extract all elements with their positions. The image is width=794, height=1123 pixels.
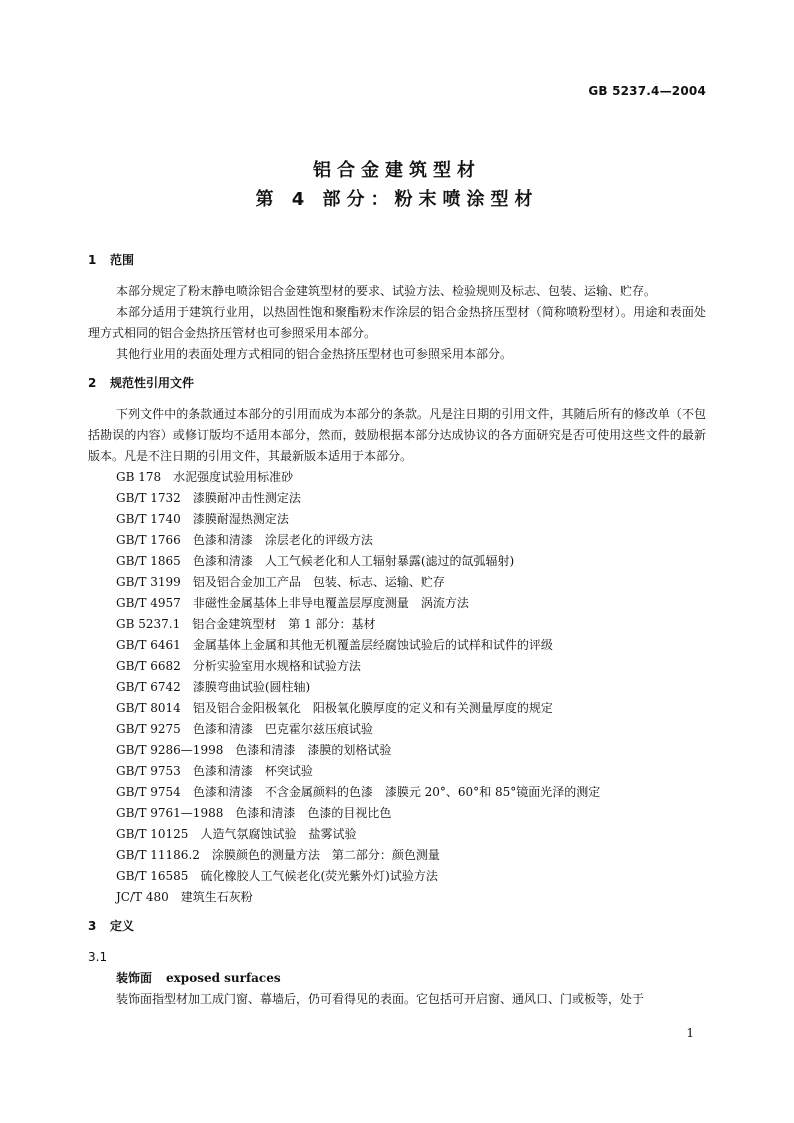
ref-code: GB/T 1865 bbox=[116, 554, 181, 568]
ref-title: 漆膜耐湿热测定法 bbox=[192, 512, 289, 526]
reference-item bbox=[88, 656, 706, 677]
ref-title: 色漆和清漆 巴克霍尔兹压痕试验 bbox=[192, 722, 373, 736]
term-chinese: 装饰面 bbox=[116, 971, 153, 985]
section-number: 2 bbox=[88, 376, 97, 390]
document-title: 铝合金建筑型材 bbox=[313, 160, 481, 181]
paragraph: 本部分适用于建筑行业用，以热固性饱和聚酯粉末作涂层的铝合金热挤压型材（简称喷粉型材）。用途和表面处理方式相同的铝合金热挤压管材也可参照采用本部分。 bbox=[88, 305, 706, 340]
reference-item bbox=[88, 677, 706, 698]
reference-item bbox=[88, 530, 706, 551]
ref-code: GB/T 9754 bbox=[116, 785, 181, 799]
ref-title: 色漆和清漆 人工气候老化和人工辐射暴露(滤过的氙弧辐射) bbox=[192, 554, 515, 568]
ref-code: GB 5237.1 bbox=[116, 617, 181, 631]
ref-title: 色漆和清漆 漆膜的划格试验 bbox=[235, 743, 392, 757]
reference-item bbox=[88, 614, 706, 635]
reference-item bbox=[88, 698, 706, 719]
ref-title: 漆膜耐冲击性测定法 bbox=[192, 491, 301, 505]
section-2-heading bbox=[88, 373, 706, 394]
ref-title: 水泥强度试验用标准砂 bbox=[173, 470, 294, 484]
ref-code: GB/T 6461 bbox=[116, 638, 181, 652]
ref-code: GB/T 8014 bbox=[116, 701, 181, 715]
reference-item bbox=[88, 866, 706, 887]
ref-code: GB/T 3199 bbox=[116, 575, 181, 589]
ref-title: 金属基体上金属和其他无机覆盖层经腐蚀试验后的试样和试件的评级 bbox=[192, 638, 553, 652]
section-title: 规范性引用文件 bbox=[110, 376, 195, 390]
ref-code: JC/T 480 bbox=[116, 890, 169, 904]
term-english: exposed surfaces bbox=[166, 971, 281, 985]
section-3-heading bbox=[88, 916, 706, 937]
term-entry bbox=[88, 968, 706, 989]
ref-title: 铝合金建筑型材 第 1 部分：基材 bbox=[192, 617, 376, 631]
reference-item bbox=[88, 572, 706, 593]
ref-code: GB/T 9286—1998 bbox=[116, 743, 224, 757]
reference-item bbox=[88, 467, 706, 488]
ref-title: 分析实验室用水规格和试验方法 bbox=[192, 659, 361, 673]
reference-item bbox=[88, 803, 706, 824]
ref-title: 涂膜颜色的测量方法 第二部分：颜色测量 bbox=[211, 848, 440, 862]
reference-item bbox=[88, 635, 706, 656]
section-1-heading bbox=[88, 250, 706, 271]
ref-title: 色漆和清漆 色漆的目视比色 bbox=[235, 806, 392, 820]
ref-code: GB/T 1766 bbox=[116, 533, 181, 547]
ref-code: GB/T 11186.2 bbox=[116, 848, 200, 862]
ref-title: 铝及铝合金阳极氧化 阳极氧化膜厚度的定义和有关测量厚度的规定 bbox=[192, 701, 553, 715]
ref-title: 硫化橡胶人工气候老化(荧光紫外灯)试验方法 bbox=[200, 869, 438, 883]
ref-title: 人造气氛腐蚀试验 盐雾试验 bbox=[200, 827, 357, 841]
section-number: 1 bbox=[88, 253, 97, 267]
reference-item bbox=[88, 887, 706, 908]
reference-item bbox=[88, 488, 706, 509]
ref-title: 漆膜弯曲试验(圆柱轴) bbox=[192, 680, 311, 694]
term-definition: 装饰面指型材加工成门窗、幕墙后，仍可看得见的表面。它包括可开启窗、通风口、门或板等，处于 bbox=[116, 992, 645, 1006]
reference-item bbox=[88, 551, 706, 572]
ref-code: GB/T 10125 bbox=[116, 827, 189, 841]
ref-code: GB/T 4957 bbox=[116, 596, 181, 610]
ref-title: 铝及铝合金加工产品 包装、标志、运输、贮存 bbox=[192, 575, 445, 589]
page-number: 1 bbox=[686, 1026, 694, 1040]
paragraph: 下列文件中的条款通过本部分的引用而成为本部分的条款。凡是注日期的引用文件，其随后所有的修改单（不包括勘误的内容）或修订版均不适用本部分，然而，鼓励根据本部分达成协议的各方面研究是否可使用这些文件的最新版本。凡是不注日期的引用文件，其最新版本适用于本部分。 bbox=[88, 407, 706, 463]
ref-code: GB/T 9275 bbox=[116, 722, 181, 736]
section-title: 范围 bbox=[110, 253, 135, 267]
ref-title: 建筑生石灰粉 bbox=[180, 890, 253, 904]
standard-number: GB 5237.4—2004 bbox=[588, 84, 706, 98]
ref-code: GB/T 16585 bbox=[116, 869, 189, 883]
subsection-number: 3.1 bbox=[88, 950, 108, 964]
reference-item bbox=[88, 761, 706, 782]
ref-code: GB/T 9753 bbox=[116, 764, 181, 778]
paragraph: 本部分规定了粉末静电喷涂铝合金建筑型材的要求、试验方法、检验规则及标志、包装、运输、贮存。 bbox=[116, 284, 657, 298]
section-title: 定义 bbox=[110, 919, 135, 933]
ref-title: 色漆和清漆 涂层老化的评级方法 bbox=[192, 533, 373, 547]
paragraph: 其他行业用的表面处理方式相同的铝合金热挤压型材也可参照采用本部分。 bbox=[116, 347, 513, 361]
reference-item bbox=[88, 509, 706, 530]
ref-code: GB/T 1740 bbox=[116, 512, 181, 526]
ref-title: 非磁性金属基体上非导电覆盖层厚度测量 涡流方法 bbox=[192, 596, 469, 610]
ref-code: GB/T 6742 bbox=[116, 680, 181, 694]
section-number: 3 bbox=[88, 919, 97, 933]
document-body bbox=[88, 250, 706, 1010]
ref-title: 色漆和清漆 杯突试验 bbox=[192, 764, 313, 778]
reference-item bbox=[88, 845, 706, 866]
ref-code: GB/T 9761—1988 bbox=[116, 806, 224, 820]
reference-item bbox=[88, 719, 706, 740]
ref-code: GB/T 1732 bbox=[116, 491, 181, 505]
ref-code: GB 178 bbox=[116, 470, 162, 484]
ref-title: 色漆和清漆 不含金属颜料的色漆 漆膜元 20°、60°和 85°镜面光泽的测定 bbox=[192, 785, 601, 799]
document-subtitle: 第 4 部分：粉末喷涂型材 bbox=[255, 189, 539, 210]
reference-item bbox=[88, 824, 706, 845]
ref-code: GB/T 6682 bbox=[116, 659, 181, 673]
reference-item bbox=[88, 782, 706, 803]
reference-item bbox=[88, 593, 706, 614]
reference-item bbox=[88, 740, 706, 761]
reference-list bbox=[88, 467, 706, 908]
